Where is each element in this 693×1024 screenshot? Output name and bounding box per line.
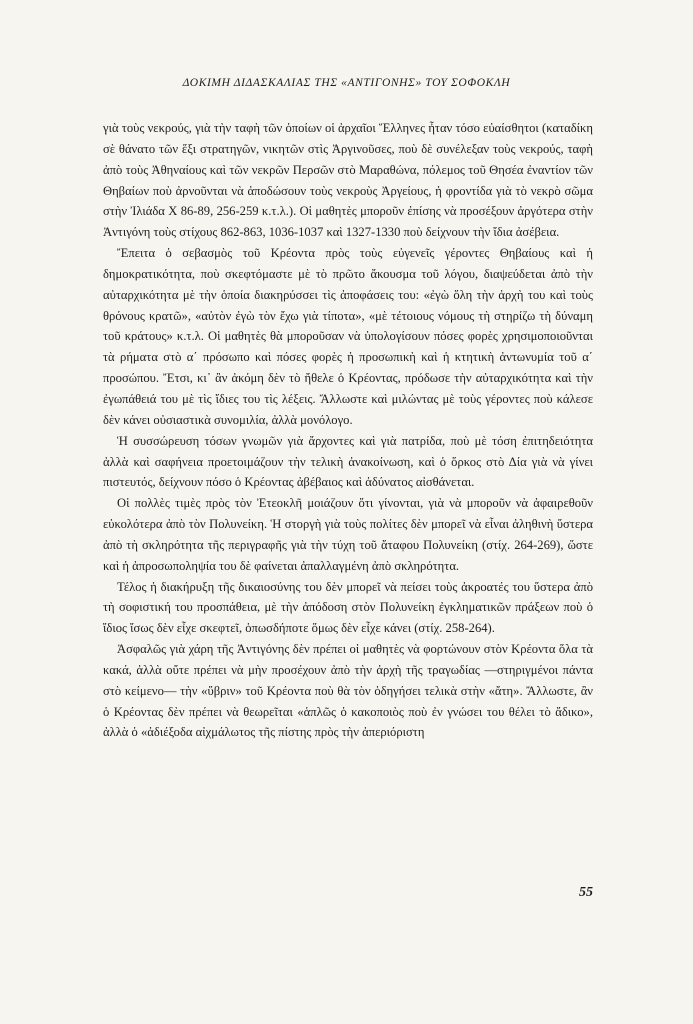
paragraph: Οἱ πολλὲς τιμὲς πρὸς τὸν Ἐτεοκλῆ μοιάζουν ὅτι γίνονται, γιὰ νὰ μποροῦν νὰ ἀφαιρεθοῦν εὐκολότερα ἀπὸ τὸν Πολυνείκη. Ἡ στοργὴ γιὰ τοὺς πολίτες δὲν μπορεῖ νὰ εἶναι ἀληθινὴ ὕστερα ἀπὸ τὴ σκληρότητα τῆς περιγραφῆς γιὰ τὴν τύχη τοῦ ἄταφου Πολυνείκη (στίχ. 264-269), ὥστε καὶ ἡ ἀπροσωποληψία του δὲ φαίνεται ἀπαλλαγμένη ἀπὸ σκληρότητα. (103, 496, 593, 573)
body-text (103, 118, 593, 743)
running-title: ΔΟΚΙΜΗ ΔΙΔΑΣΚΑΛΙΑΣ ΤΗΣ «ΑΝΤΙΓΟΝΗΣ» ΤΟΥ ΣΟΦΟΚΛΗ (182, 77, 511, 89)
paragraph: Ἀσφαλῶς γιὰ χάρη τῆς Ἀντιγόνης δὲν πρέπει οἱ μαθητὲς νὰ φορτώνουν στὸν Κρέοντα ὅλα τὰ κακά, ἀλλὰ οὔτε πρέπει νὰ μὴν προσέχουν ἀπὸ τὴν ἀρχὴ τῆς τραγωδίας —στηριγμένοι πάντα στὸ κείμενο— τὴν «ὕβριν» τοῦ Κρέοντα ποὺ θὰ τὸν ὁδηγήσει τελικὰ στὴν «ἄτη». Ἄλλωστε, ἂν ὁ Κρέοντας δὲν πρέπει νὰ θεωρεῖται «ἁπλῶς ὁ κακοποιὸς ποὺ ἐν γνώσει του θέλει τὸ ἄδικο», ἀλλὰ ὁ «ἀδιέξοδα αἰχμάλωτος τῆς πίστης πρὸς τὴν ἀπεριόριστη (103, 642, 593, 740)
paragraph: γιὰ τοὺς νεκρούς, γιὰ τὴν ταφὴ τῶν ὁποίων οἱ ἀρχαῖοι Ἕλληνες ἦταν τόσο εὐαίσθητοι (καταδίκη σὲ θάνατο τῶν ἕξι στρατηγῶν, νικητῶν στὶς Ἀργινοῦσες, ποὺ δὲ συνέλεξαν τοὺς νεκρούς, ταφὴ ἀπὸ τοὺς Ἀθηναίους καὶ τῶν νεκρῶν Περσῶν στὸ Μαραθώνα, πόλεμος τοῦ Θησέα ἐναντίον τῶν Θηβαίων ποὺ ἀρνοῦνται νὰ ἀποδώσουν τοὺς νεκροὺς Ἀργείους, ἡ φροντίδα γιὰ τὸ νεκρὸ σῶμα στὴν Ἰλιάδα Χ 86-89, 256-259 κ.τ.λ.). Οἱ μαθητὲς μποροῦν ἐπίσης νὰ προσέξουν ἀργότερα στὴν Ἀντιγόνη τοὺς στίχους 862-863, 1036-1037 καὶ 1327-1330 ποὺ δείχνουν τὴν ἴδια ἀσέβεια. (103, 121, 593, 240)
paragraph: Ἡ συσσώρευση τόσων γνωμῶν γιὰ ἄρχοντες καὶ γιὰ πατρίδα, ποὺ μὲ τόση ἐπιτηδειότητα ἀλλὰ καὶ σαφήνεια προετοιμάζουν τὴν τελικὴ ἀνακοίνωση, καὶ ὁ ὅρκος στὸ Δία γιὰ νὰ γίνει πιστευτός, δείχνουν πόσο ὁ Κρέοντας ἀβέβαιος καὶ ἀδύνατος αἰσθάνεται. (103, 433, 593, 490)
paragraph: Τέλος ἡ διακήρυξη τῆς δικαιοσύνης του δὲν μπορεῖ νὰ πείσει τοὺς ἀκροατές του ὕστερα ἀπὸ τὴ σοφιστική του προσπάθεια, μὲ τὴν ἀπόδοση στὸν Πολυνείκη ἐγκληματικῶν πράξεων ποὺ ὁ ἴδιος ἴσως δὲν εἶχε σκεφτεῖ, ὁπωσδήποτε ὅμως δὲν εἶχε κάνει (στίχ. 258-264). (103, 579, 593, 636)
paragraph: Ἔπειτα ὁ σεβασμὸς τοῦ Κρέοντα πρὸς τοὺς εὐγενεῖς γέροντες Θηβαίους καὶ ἡ δημοκρατικότητα, ποὺ σκεφτόμαστε μὲ τὸ πρῶτο ἄκουσμα τοῦ λόγου, διαψεύδεται ἀπὸ τὴν αὐταρχικότητα μὲ τὴν ὁποία διακηρύσσει τὶς ἀποφάσεις του: «ἐγὼ ὅλη τὴν ἀρχὴ του καὶ τοὺς θρόνους κρατῶ», «αὐτὸν ἐγὼ τὸν ἔχω γιὰ τίποτα», «μὲ τέτοιους νόμους τὴ στηρίζω τὴ δύναμη τοῦ κράτους» κ.τ.λ. Οἱ μαθητὲς θὰ μποροῦσαν νὰ ὑπολογίσουν πόσες φορὲς χρησιμοποιοῦνται τὰ ρήματα στὸ α΄ πρόσωπο καὶ πόσες φορὲς ἡ προσωπικὴ καὶ ἡ κτητικὴ ἀντωνυμία τοῦ α΄ προσώπου. Ἔτσι, κι᾿ ἂν ἀκόμη δὲν τὸ ἤθελε ὁ Κρέοντας, πρόδωσε τὴν αὐταρχικότητα καὶ τὴν ἐγωπάθειά του μὲ τὶς ἴδιες του τὶς λέξεις. Ἄλλωστε καὶ μιλώντας μὲ τοὺς γέροντες ποὺ κάλεσε δὲν κάνει οὐσιαστικὰ συνομιλία, ἀλλὰ μονόλογο. (103, 246, 593, 427)
page-number: 55 (579, 885, 593, 900)
